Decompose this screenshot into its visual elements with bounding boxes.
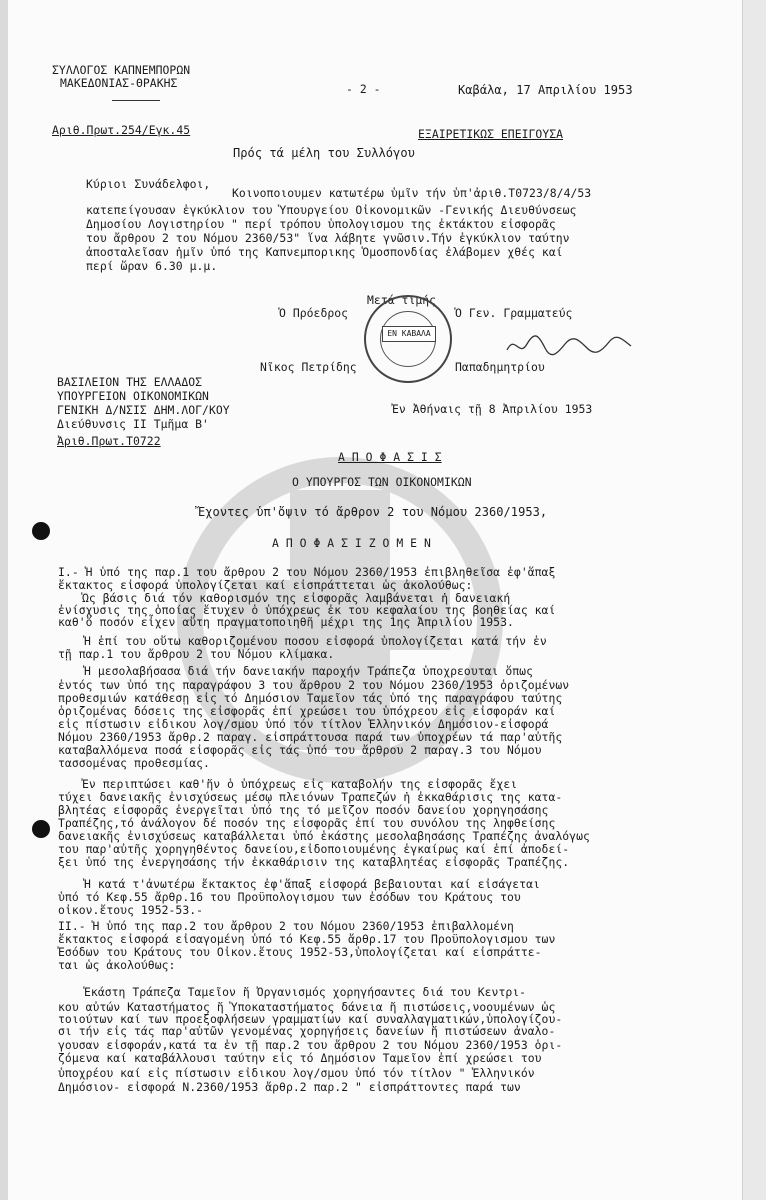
body-line: Τραπέζης,τό ἀνάλογον δέ ποσόν της εἰσφορᾶς ἐπί του συνόλου της ληφθείσης	[58, 816, 556, 830]
body-line: εἰς πίστωσιν εἰδικου λογ/σμου ὑπό τόν τίτλον Ἑλληνικόν Δημόσιον-εἰσφορά	[58, 717, 549, 731]
regards: Μετά τιμής	[367, 293, 437, 307]
sender-line-2: ΜΑΚΕΔΟΝΙΑΣ-ΘΡΑΚΗΣ	[60, 76, 178, 90]
body-line: κου αὐτών Καταστήματος ἤ Ὑποκαταστήματος δάνεια ἤ πιστώσεις,νοουμένων ὡς	[58, 1000, 556, 1014]
intro-line-6: περί ὥραν 6.30 μ.μ.	[86, 259, 218, 273]
intro-line-2: κατεπείγουσαν ἐγκύκλιον του Ὑπουργείου Οἰκονομικῶν -Γενικής Διευθύνσεως	[86, 203, 577, 217]
body-line: καθ'ὅ ποσόν εἶχεν αὕτη πραγματοποιηθῆ μέχρι της 1ης Ἀπριλίου 1953.	[58, 615, 514, 629]
body-line: δανειακῆς ἐνισχύσεως καταβάλλεται ὑπό ἑκάστης μεσολαβησάσης Τραπέζης ἀναλόγως	[58, 829, 590, 843]
intro-line-1: Κοινοποιουμεν κατωτέρω ὑμῖν τήν ὑπ'ἀριθ.Τ0723/8/4/53	[232, 186, 592, 200]
ministry-line-4: Διεύθυνσις ΙΙ Τμῆμα Β'	[57, 417, 209, 431]
salutation: Κύριοι Συνάδελφοι,	[86, 177, 211, 191]
page-edge-right	[742, 0, 766, 1200]
urgency-label: ΕΞΑΙΡΕΤΙΚΩΣ ΕΠΕΙΓΟΥΣΑ	[418, 127, 564, 141]
body-line: καταβαλλόμενα ποσά εἰσφορᾶς εἰς τάς ὑπό του ἄρθρου 2 παραγ.3 του Νόμου	[58, 743, 542, 757]
intro-line-4: του ἄρθρου 2 του Νόμου 2360/53" ἵνα λάβητε γνῶσιν.Τήν ἐγκύκλιον ταύτην	[86, 231, 570, 245]
body-line: του παρ'αὐτῆς χορηγηθέντος δανείου,εἰδοποιουμένης ἐγκαίρως καί ἐπί ἀποδεί-	[58, 842, 570, 856]
body-line: ὑπό τό Κεφ.55 ἄρθρ.16 του Προϋπολογισμου των ἐσόδων του Κράτους του	[58, 890, 521, 904]
ministry-place-date: Ἐν Ἀθήναις τῇ 8 Ἀπριλίου 1953	[392, 402, 593, 416]
body-line: Ἡ ἐπί του οὕτω καθοριζομένου ποσου εἰσφορά ὑπολογίζεται κατά τήν ἐν	[84, 634, 547, 648]
body-line: Ἐν περιπτώσει καθ'ἥν ὁ ὑπόχρεως εἰς καταβολήν της εἰσφορᾶς ἔχει	[82, 777, 518, 791]
president-title: Ὁ Πρόεδρος	[279, 306, 349, 320]
association-stamp	[364, 295, 452, 383]
ministry-line-3: ΓΕΝΙΚΗ Δ/ΝΣΙΣ ΔΗΜ.ΛΟΓ/ΚΟΥ	[57, 403, 230, 417]
sender-line-1: ΣΥΛΛΟΓΟΣ ΚΑΠΝΕΜΠΟΡΩΝ	[52, 63, 191, 77]
decision-title: Α Π Ο Φ Α Σ Ι Σ	[338, 450, 442, 464]
reference-number: Αριθ.Πρωτ.254/Εγκ.45	[52, 123, 191, 137]
stamp-text: ΕΝ ΚΑΒΑΛΑ	[382, 326, 436, 342]
intro-line-3: Δημοσίου Λογιστηρίου " περί τρόπου ὑπολογισμου της ἐκτάκτου εἰσφορᾶς	[86, 217, 556, 231]
president-name: Νῖκος Πετρίδης	[260, 360, 357, 374]
secretary-name: Παπαδημητρίου	[455, 360, 545, 374]
intro-line-5: ἀποσταλεῖσαν ἡμῖν ὑπό της Καπνεμπορικης Ὁμοσπονδίας ἐλάβομεν χθές καί	[86, 245, 563, 259]
page-number: - 2 -	[346, 82, 381, 96]
body-line: ἔκτακτος εἰσφορά ὑπολογίζεται καί εἰσπράττεται ὡς ἀκολούθως:	[58, 578, 473, 592]
body-line: ΙΙ.- Ἡ ὑπό της παρ.2 του ἄρθρου 2 του Νόμου 2360/1953 ἐπιβαλλομένη	[58, 919, 514, 933]
secretary-title: Ὁ Γεν. Γραμματεύς	[455, 306, 573, 320]
body-line: τῇ παρ.1 του ἄρθρου 2 του Νόμου κλίμακα.	[58, 647, 335, 661]
body-line: ἐντός των ὑπό της παραγράφου 3 του ἄρθρου 2 του Νόμου 2360/1953 ὁριζομένων	[58, 678, 570, 692]
body-line: σι τήν εἰς τάς παρ'αὐτῶν γενομένας χορηγήσεις δανείων ἤ πιστώσεων ἀναλο-	[58, 1024, 556, 1038]
body-line: τασσομένας προθεσμίας.	[58, 756, 210, 770]
body-line: ζόμενα καί καταβάλλουσι ταύτην εἰς τό Δημόσιον Ταμεῖον ἐπί χρεώσει του	[58, 1051, 542, 1065]
body-line: γουσαν εἰσφοράν,κατά τα ἐν τῇ παρ.2 του ἄρθρου 2 του Νόμου 2360/1953 ὁρι-	[58, 1038, 563, 1052]
ministry-line-2: ΥΠΟΥΡΓΕΙΟΝ ΟΙΚΟΝΟΜΙΚΩΝ	[57, 389, 209, 403]
punch-hole-bottom	[32, 820, 50, 838]
we-decide: Α Π Ο Φ Α Σ Ι Ζ Ο Μ Ε Ν	[272, 536, 431, 550]
body-line: Ι.- Ἡ ὑπό της παρ.1 του ἄρθρου 2 του Νόμου 2360/1953 ἐπιβληθεῖσα ἐφ'ἅπαξ	[58, 565, 556, 579]
punch-hole-top	[32, 522, 50, 540]
body-line: Ἐσόδων του Κράτους του Οἰκον.ἔτους 1952-53,ὑπολογίζεται καί εἰσπράττε-	[58, 945, 542, 959]
body-line: βλητέας εἰσφορᾶς ἐνεργεῖται ὑπό της τό μεῖζον ποσόν δανείου χορηγησάσης	[58, 803, 549, 817]
body-line: ξει ὑπό της ἐνεργησάσης τήν ἐκκαθάρισιν της καταβλητέας εἰσφορᾶς Τραπέζης.	[58, 855, 570, 869]
body-line: ται ὡς ἀκολούθως:	[58, 958, 176, 972]
addressee: Πρός τά μέλη του Συλλόγου	[233, 146, 415, 160]
ministry-protocol: Ἀριθ.Πρωτ.Τ0722	[57, 434, 161, 448]
body-line: οἰκον.ἔτους 1952-53.-	[58, 903, 204, 917]
body-line: ἐνίσχυσις της ὁποίας ἔτυχεν ὁ ὑπόχρεως ἐκ του κεφαλαίου της βοηθείας καί	[58, 603, 556, 617]
having-regard: Ἔχοντες ὑπ'ὄψιν τό ἄρθρον 2 του Νόμου 2360/1953,	[198, 505, 548, 519]
body-line: Ἑκάστη Τράπεζα Ταμεῖον ἤ Ὀργανισμός χορηγήσαντες διά του Κεντρι-	[84, 985, 527, 999]
secretary-signature	[505, 330, 635, 360]
body-line: Ἡ μεσολαβήσασα διά τήν δανειακήν παροχήν Τράπεζα ὑποχρεουται ὅπως	[84, 664, 534, 678]
page-edge-left	[0, 0, 8, 1200]
body-line: τύχει δανειακῆς ἐνισχύσεως μέσῳ πλειόνων Τραπεζών ἡ ἐκκαθάρισις της κατα-	[58, 790, 563, 804]
body-line: ἔκτακτος εἰσφορά εἰσαγομένη ὑπό τό Κεφ.55 ἄρθρ.17 του Προϋπολογισμου των	[58, 932, 556, 946]
sender-underline	[112, 100, 160, 101]
ministry-line-1: ΒΑΣΙΛΕΙΟΝ ΤΗΣ ΕΛΛΑΔΟΣ	[57, 375, 203, 389]
place-date: Καβάλα, 17 Απριλίου 1953	[458, 83, 633, 97]
body-line: Ὡς βάσις διά τόν καθορισμόν της εἰσφορᾶς λαμβάνεται ἡ δανειακή	[82, 591, 511, 605]
body-line: τοιούτων καί των προεξοφλήσεων γραμματίων καί συναλλαγματικών,ὑπολογίζου-	[58, 1012, 563, 1026]
body-line: προθεσμιών κατάθεσῃ εἰς τό Δημόσιον Ταμεῖον τάς ὑπό της παραγράφου ταύτης	[58, 691, 563, 705]
body-line: ὁριζομένας δόσεις της εἰσφορᾶς ἐπί χρεώσει του ὑπόχρεου εἰς εἰσφοράν καί	[58, 704, 556, 718]
body-line: Ἡ κατά τ'ἀνωτέρω ἔκτακτος ἐφ'ἅπαξ εἰσφορά βεβαιουται καί εἰσάγεται	[84, 877, 540, 891]
body-line: ὑποχρέου καί εἰς πίστωσιν εἰδικου λογ/σμου ὑπό τόν τίτλον " Ἑλληνικόν	[58, 1066, 535, 1080]
minister-title: Ο ΥΠΟΥΡΓΟΣ ΤΩΝ ΟΙΚΟΝΟΜΙΚΩΝ	[292, 475, 472, 489]
body-line: Δημόσιον- εἰσφορά Ν.2360/1953 ἄρθρ.2 παρ.2 " εἰσπράττοντες παρά των	[58, 1080, 521, 1094]
body-line: Νόμου 2360/1953 ἄρθρ.2 παραγ. εἰσπράττουσα παρά των ὑποχρέων τά παρ'αὐτῆς	[58, 730, 563, 744]
